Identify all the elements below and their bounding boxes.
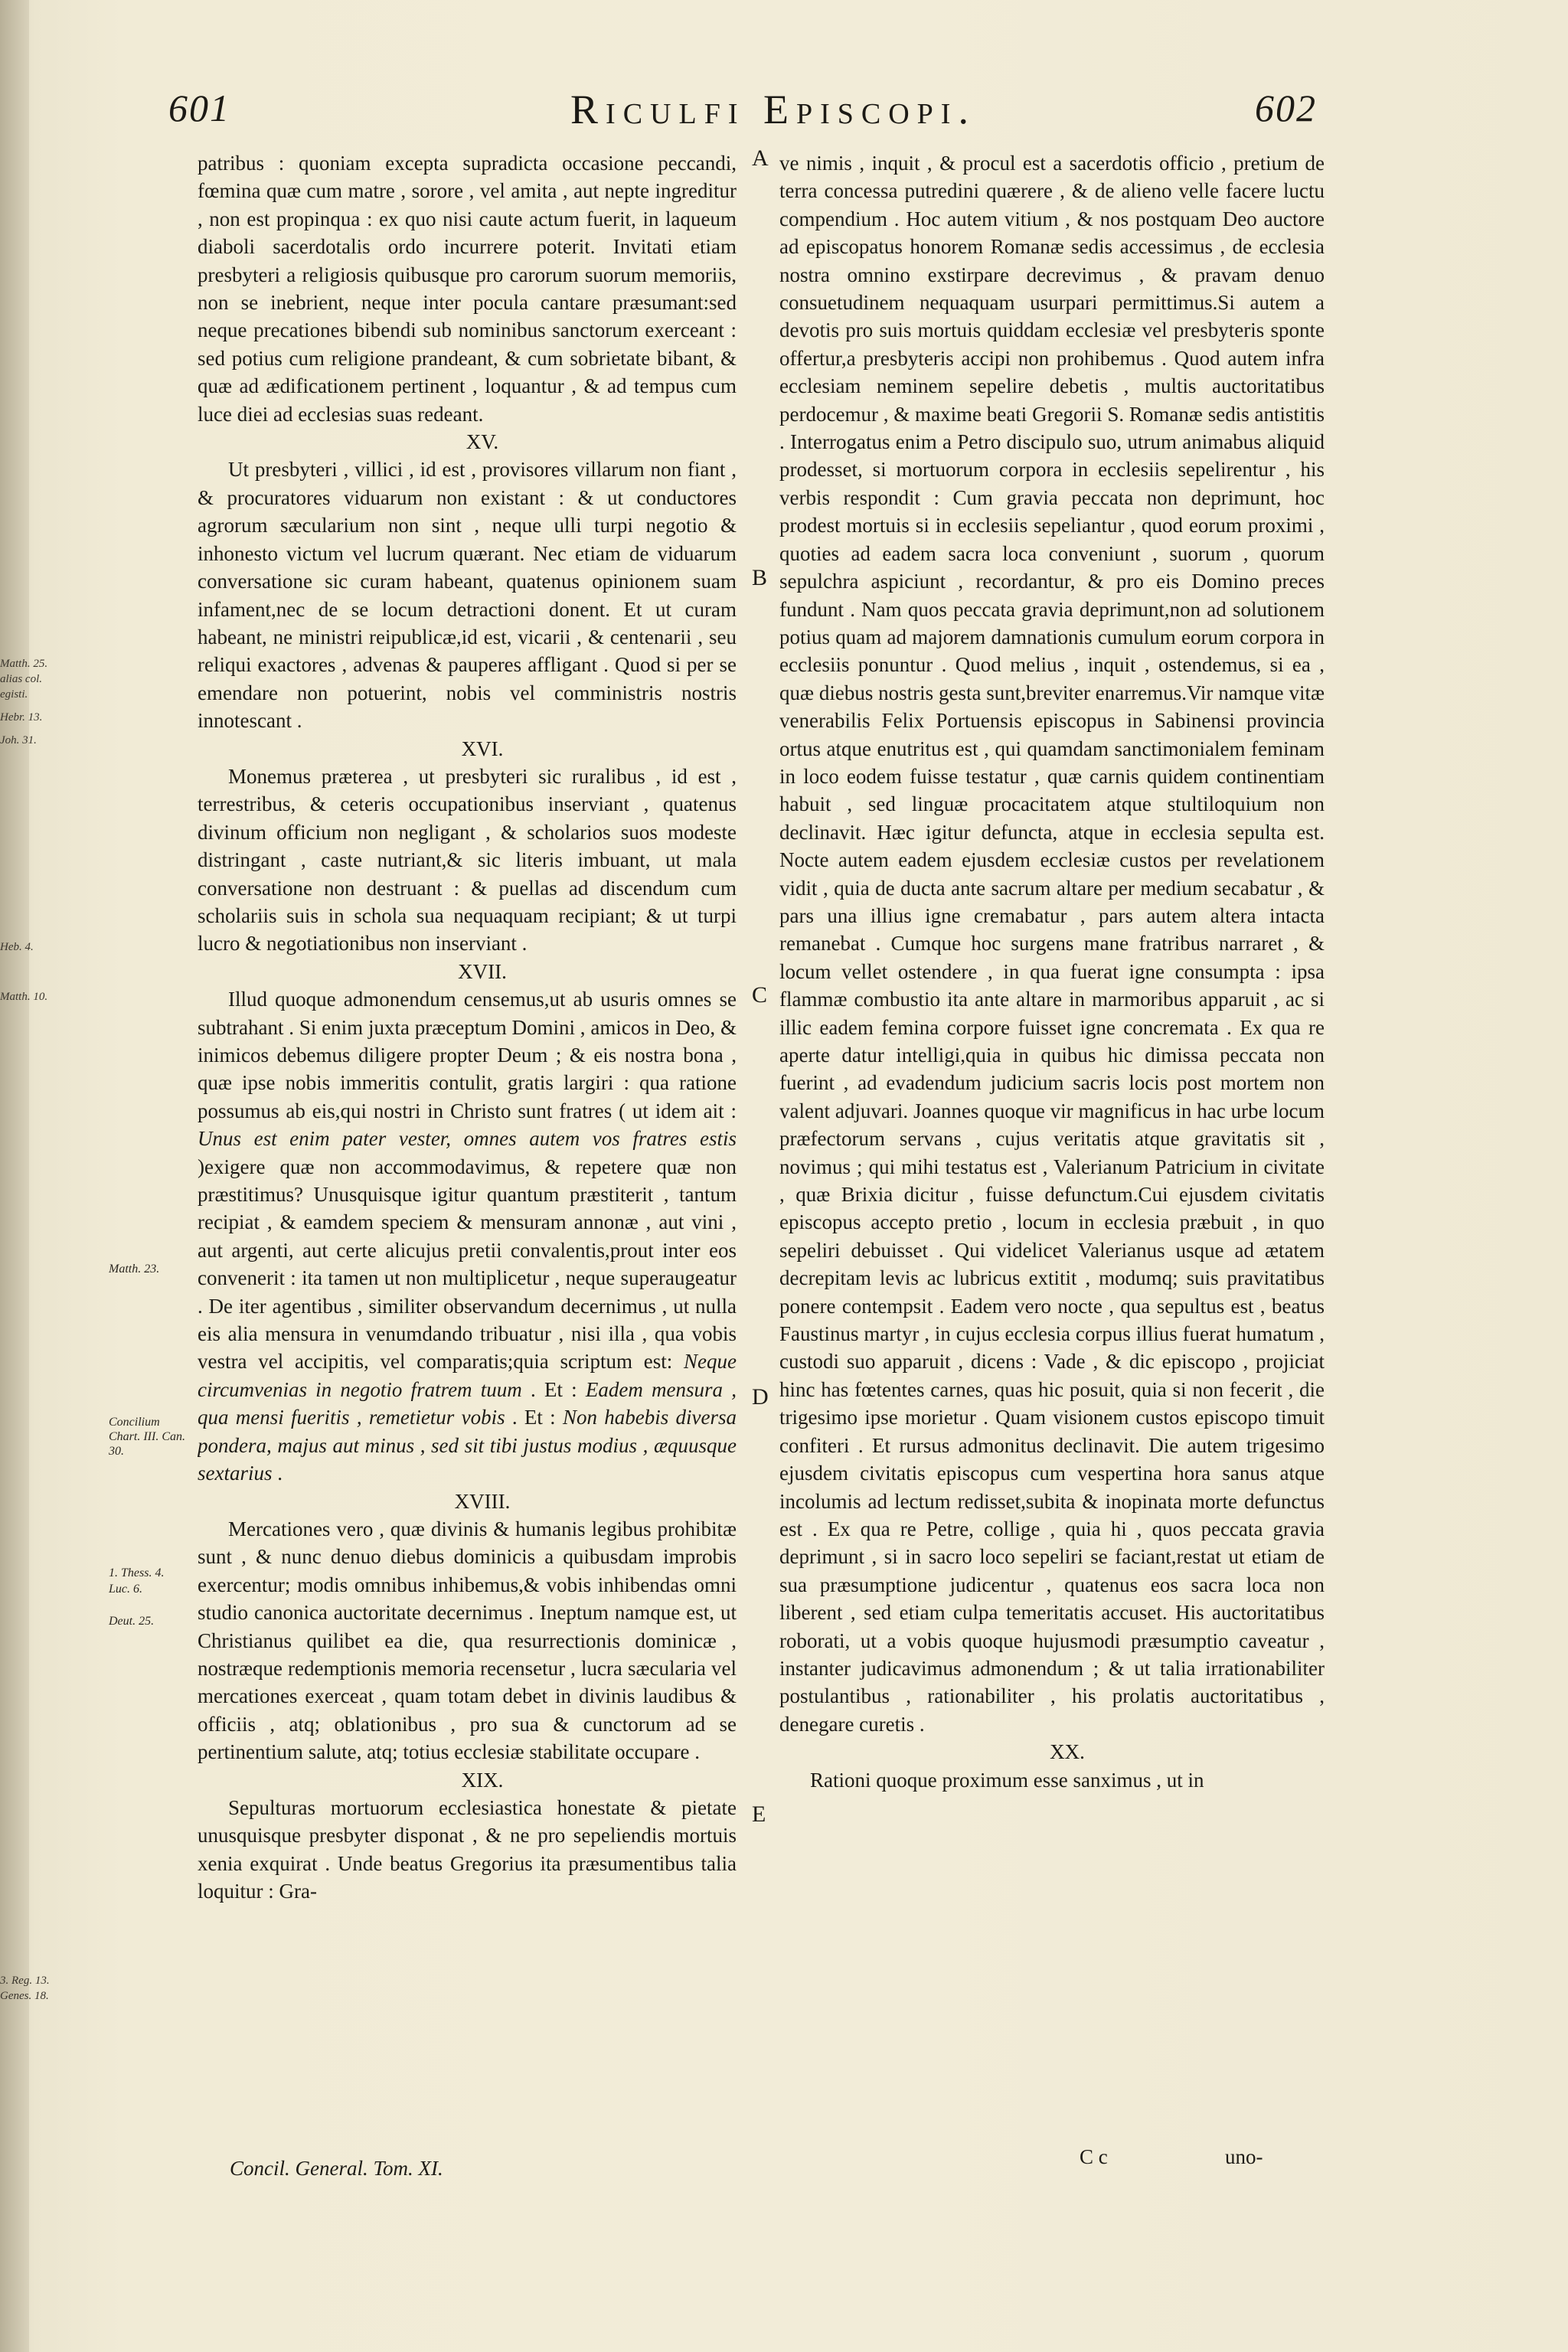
left-page-note: Genes. 18.	[0, 1990, 49, 2002]
section-number: XIX.	[461, 1768, 504, 1792]
left-page-note: Heb. 4.	[0, 941, 34, 953]
page-number-right: 602	[1255, 87, 1317, 129]
text-run: . Et :	[505, 1406, 563, 1429]
text-run: .	[272, 1462, 283, 1485]
paragraph: Ut presbyteri , villici , id est , provisores villarum non fiant , & procuratores viduarum non existant : & ut conductores agrorum sæcularium non sint , neque ulli turpi negotio & inhonesto victum vel lucrum quærant. Nec etiam de viduarum conversatione sic curam habeant, quatenus opinionem suam infament,nec de se locum detractioni donent. Et ut curam habeant, ne ministri reipublicæ,id est, vicarii , & centenarii , seu reliqui exactores , advenas & pauperes affligant . Quod si per se emendare non potuerint, nobis vel comministris nostris innotescant .	[198, 458, 737, 733]
margin-reference: Matth. 23.	[109, 1263, 160, 1276]
left-page-note: Matth. 25.	[0, 658, 48, 670]
section-number: XVIII.	[454, 1489, 511, 1513]
page-number-left: 601	[168, 87, 230, 129]
paragraph: Sepulturas mortuorum ecclesiastica honestate & pietate unusquisque presbyter disponat , & ne pro sepeliendis mortuis xenia exquirat . Unde beatus Gregorius ita præsumentibus talia loquitur : Gra-	[198, 1795, 737, 1903]
paragraph: ve nimis , inquit , & procul est a sacerdotis officio , pretium de terra concessa putredini quærere , & de alieno velle facere luctu compendium . Hoc autem vitium , & nos postquam Deo auctore ad episcopatus honorem Romanæ sedis accessimus , de ecclesia nostra omnino exstirpare decrevimus , & pravam denuo consuetudinem nequaquam usurpari permittimus.Si autem a devotis pro suis mortuis quiddam ecclesiæ vel presbyteris sponte offertur,a presbyteris accipi non prohibemus . Quod autem infra ecclesiam neminem sepelire debetis , multis auctoritatibus perdocemur , & maxime beati Gregorii S. Romanæ sedis antistitis . Interrogatus enim a Petro discipulo suo, utrum animabus aliquid prodesset, si mortuorum corpora in ecclesiis sepelirentur , his verbis respondit : Cum gravia peccata non deprimunt, hoc prodest mortuis si in ecclesiis sepeliantur , quod eorum proximi , quoties ad eadem sacra loca conveniunt , suorum , quorum sepulchra aspiciunt , recordantur, & pro eis Domino preces fundunt . Nam quos peccata gravia deprimunt,non ad solutionem potius quam ad majorem damnationis cumulum eorum corpora in ecclesiis ponuntur . Quod melius , inquit , ostendemus, si ea , quæ diebus nostris gesta sunt,breviter enarremus.Vir namque vitæ venerabilis Felix Portuensis episcopus in Sabinensi provincia ortus atque enutritus est , qui quamdam sanctimonialem feminam in loco eodem fuisse testatur , quæ carnis quidem continentiam habuit , sed linguæ procacitatem atque stultiloquium non declinavit. Hæc igitur defuncta, atque in ecclesia sepulta est. Nocte autem eadem ejusdem ecclesiæ custos per revelationem vidit , quia de ducta ante sacrum altare per medium secabatur , & pars una illius igne cremabatur , pars autem altera intacta remanebat . Cumque hoc surgens mane fratribus narraret , & locum vellet ostendere , in qua fuerat igne consumpta : ipsa flammæ combustio ita ante altare in marmoribus apparuit , ac si illic eadem femina corpore fuisset igne concremata . Ex qua re aperte datur intelligi,quia in quibus hic dimissa peccata non fuerint , ad evadendum judicium sacris locis post mortem non valent adjuvari. Joannes quoque vir magnificus in hac urbe locum præfectorum servans , cujus veritatis atque gravitatis sit , novimus ; qui mihi testatus est , Valerianum Patricium in civitate , quæ Brixia dicitur , fuisse defunctum.Cui ejusdem civitatis episcopus accepto pretio , locum in ecclesia præbuit , in quo sepeliri debuisset . Qui videlicet Valerianus usque ad ætatem decrepitam levis ac lubricus extitit , modumq; suis pravitatibus ponere contempsit . Eadem vero nocte , qua sepultus est , beatus Faustinus martyr , in cujus ecclesia corpus illius fuerat humatum , custodi suo apparuit , dicens : Vade , & dic episcopo , projiciat hinc has fœtentes carnes, quas hic posuit, quia si non fecerit , die trigesimo ipse morietur . Quam visionem custos episcopo timuit confiteri . Et rursus admonitus declinavit. Die autem trigesimo ejusdem civitatis episcopus cum vespertina hora sanus atque incolumis ad lectum redisset,subita & inopinata morte defunctus est . Ex qua re Petre, collige , quia hi , quos peccata gravia deprimunt , si in sacro loco sepeliri se faciant,restat ut etiam de sua præsumptione judicentur , quatenus eos sacra loca non liberent , sed etiam culpa temeritatis accuset. His auctoritatibus roborati, ut a vobis quoque hujusmodi præsumptio caveatur , instanter judicavimus admonendum ; & ut talia irrationabiliter postulantibus , rationabiliter , his prolatis auctoritatibus , denegare curetis .	[779, 152, 1325, 1736]
scripture-quote: Unus est enim pater vester, omnes autem vos fratres estis	[198, 1127, 737, 1151]
section-number: XX.	[1050, 1740, 1085, 1764]
section-letter: C	[752, 982, 768, 1008]
section-letter: A	[752, 145, 769, 171]
left-page-note: egisti.	[0, 688, 28, 701]
section-letter: E	[752, 1802, 766, 1827]
right-text-column	[779, 149, 1325, 2232]
margin-reference: Concilium Chart. III. Can. 30.	[109, 1416, 185, 1458]
margin-reference: Luc. 6.	[109, 1583, 142, 1596]
paragraph: patribus : quoniam excepta supradicta occasione peccandi, fœmina quæ cum matre , sorore , vel amita , aut nepte ingreditur , non est propinqua : ex quo nisi caute actum fuerit, in laqueum diaboli sacerdotalis ordo incurrere poterit. Invitati etiam presbyteri a religiosis quibusque pro carorum suorum memoriis, non se inebrient, neque inter pocula cantare præsumant:sed neque precationes bibendi sub nominibus sanctorum exerceant : sed potius cum religione prandeant, & cum sobrietate bibant, & quæ ad ædificationem pertinent , loquantur , & ad tempus cum luce diei ad ecclesias suas redeant.	[198, 152, 737, 426]
scripture-quote: Eadem mensura , qua mensi fueritis , remetietur vobis	[198, 1377, 737, 1429]
left-page-note: Matth. 10.	[0, 991, 48, 1003]
catchword: uno-	[1225, 2145, 1263, 2168]
left-text-column	[198, 149, 737, 2232]
section-letter: B	[752, 565, 768, 590]
footer-title: Concil. General. Tom. XI.	[230, 2157, 443, 2180]
scripture-quote: Non habebis diversa pondera, majus aut minus , sed sit tibi justus modius , æquusque sextarius	[198, 1406, 737, 1485]
scripture-quote: Neque circumvenias in negotio fratrem tuum	[198, 1350, 737, 1401]
paragraph: Mercationes vero , quæ divinis & humanis legibus prohibitæ sunt , & nunc denuo diebus dominicis a quibusdam improbis exercentur; modis omnibus inhibemus,& vobis inhibendas omni studio canonica auctoritate decernimus . Ineptum namque est, ut Christianus quilibet ea die, qua resurrectionis dominicæ , nostræque redemptionis memoria recensetur , lucra sæcularia vel mercationes exerceat , quam totam debet in divinis laudibus & officiis , atq; oblationibus , pro sua & cunctorum ad se pertinentium salute, atq; totius ecclesiæ stabilitate occupare .	[198, 1517, 737, 1764]
page-header	[168, 86, 1317, 147]
signature-mark: C c	[1080, 2145, 1108, 2168]
text-run: Illud quoque admonendum censemus,ut ab usuris omnes se subtrahant . Si enim juxta præceptum Domini , amicos in Deo, & inimicos debemus diligere propter Deum ; & eis nostra bona , quæ ipse nobis immeritis contulit, gratis largiri : qua ratione possumus ab eis,qui nostri in Christo sunt fratres ( ut idem ait :	[198, 988, 737, 1122]
left-page-note: Hebr. 13.	[0, 711, 43, 724]
text-run: . Et :	[521, 1377, 586, 1401]
paragraph	[198, 985, 737, 1487]
left-page-note: Joh. 31.	[0, 734, 37, 746]
section-letter: D	[752, 1384, 769, 1410]
section-number: XVI.	[461, 737, 504, 760]
margin-reference: Deut. 25.	[109, 1615, 155, 1628]
section-number: XV.	[466, 430, 499, 454]
paragraph: Monemus præterea , ut presbyteri sic ruralibus , id est , terrestribus, & ceteris occupationibus inserviant , quatenus divinum officium non negligant , & scholarios suos modeste distringant , caste nutriant,& sic literis imbuant, ut mala conversatione non destruant : & puellas ad discendum cum scholariis suis in schola sua nequaquam recipiant; & ut turpi lucro & negotiationibus non inserviant .	[198, 764, 737, 956]
left-page-note: alias col.	[0, 673, 42, 685]
section-number: XVII.	[458, 959, 507, 983]
left-page-note: 3. Reg. 13.	[0, 1975, 50, 1987]
margin-reference: 1. Thess. 4.	[109, 1566, 165, 1579]
paragraph: Rationi quoque proximum esse sanximus , ut in	[810, 1768, 1204, 1792]
running-title: Riculfi Episcopi.	[570, 87, 976, 132]
text-run: )exigere quæ non accommodavimus, & repetere quæ non præstitimus? Unusquisque igitur quantum præstiterit , tantum recipiat , & eamdem speciem & mensuram annonæ , aut vini , aut argenti, aut certe alicujus pretii convalentis,prout inter eos convenerit : ita tamen ut non multiplicetur , neque superaugeatur . De iter agentibus , similiter observandum decernimus , ut nulla eis alia mensura in venumdando tribuatur , nisi illa , qua vobis vestra vel accipitis, vel comparatis;quia scriptum est:	[198, 1155, 737, 1374]
